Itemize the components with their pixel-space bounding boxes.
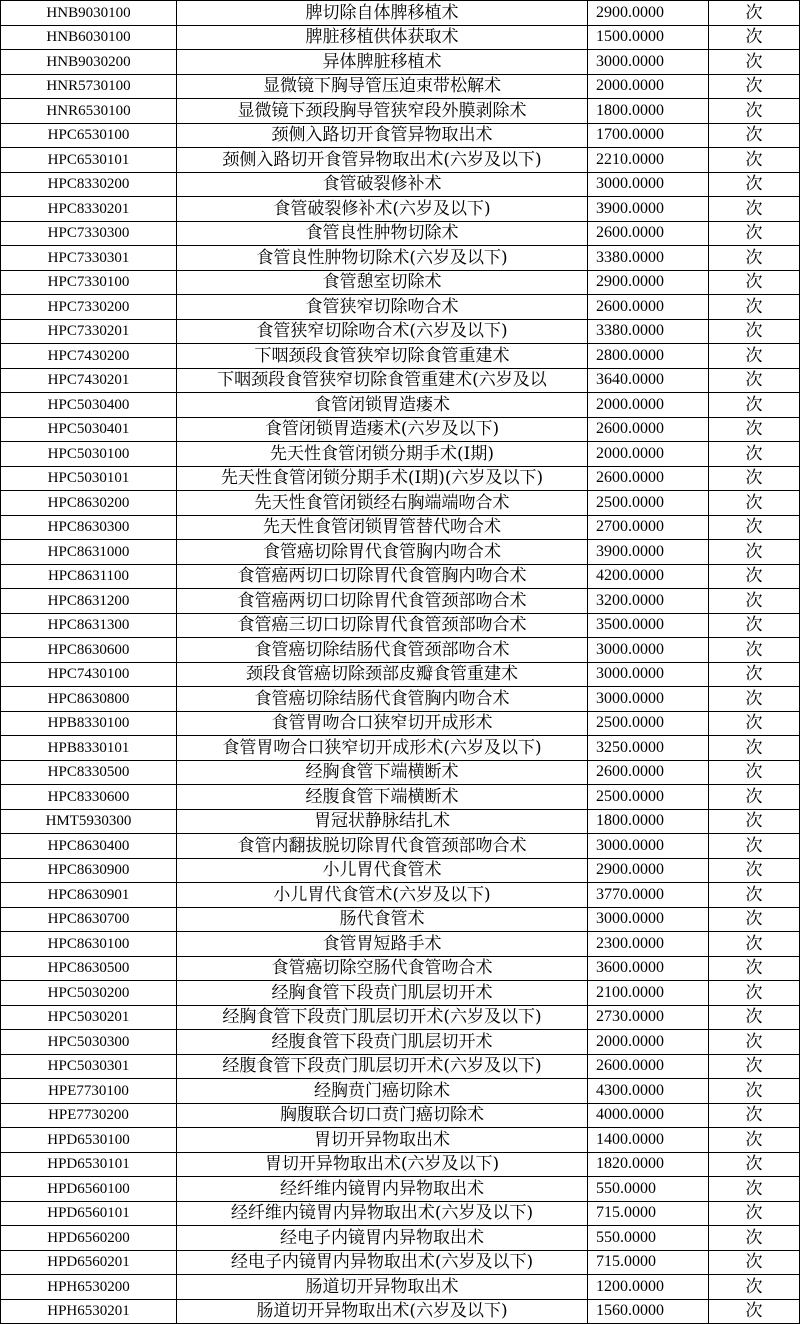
price-cell: 550.0000	[588, 1177, 709, 1202]
unit-cell: 次	[709, 687, 800, 712]
table-row	[1, 883, 800, 908]
item-name-cell: 小儿胃代食管术	[177, 858, 588, 883]
item-code-cell: HPC8630100	[1, 932, 177, 957]
table-row	[1, 50, 800, 75]
item-code-cell: HPC8330200	[1, 172, 177, 197]
price-cell: 4300.0000	[588, 1079, 709, 1104]
item-code-cell: HPC5030200	[1, 981, 177, 1006]
item-code-cell: HPC8630500	[1, 956, 177, 981]
table-row	[1, 1275, 800, 1300]
price-cell: 2300.0000	[588, 932, 709, 957]
table-row	[1, 834, 800, 859]
price-cell: 1820.0000	[588, 1152, 709, 1177]
item-name-cell: 经胸食管下端横断术	[177, 760, 588, 785]
unit-cell: 次	[709, 393, 800, 418]
item-code-cell: HPC8631300	[1, 613, 177, 638]
price-cell: 2000.0000	[588, 74, 709, 99]
price-cell: 2700.0000	[588, 515, 709, 540]
unit-cell: 次	[709, 1128, 800, 1153]
table-row	[1, 491, 800, 516]
table-row	[1, 368, 800, 393]
item-name-cell: 经胸食管下段贲门肌层切开术	[177, 981, 588, 1006]
price-cell: 1200.0000	[588, 1275, 709, 1300]
table-row	[1, 99, 800, 124]
price-cell: 2900.0000	[588, 1, 709, 26]
item-name-cell: 食管闭锁胃造瘘术	[177, 393, 588, 418]
table-row	[1, 197, 800, 222]
price-cell: 2500.0000	[588, 785, 709, 810]
table-row	[1, 172, 800, 197]
item-code-cell: HPD6530101	[1, 1152, 177, 1177]
unit-cell: 次	[709, 883, 800, 908]
item-code-cell: HPC8330600	[1, 785, 177, 810]
item-name-cell: 经电子内镜胃内异物取出术	[177, 1226, 588, 1251]
table-row	[1, 907, 800, 932]
table-row	[1, 25, 800, 50]
item-name-cell: 食管癌切除结肠代食管颈部吻合术	[177, 638, 588, 663]
item-code-cell: HPC8630900	[1, 858, 177, 883]
unit-cell: 次	[709, 491, 800, 516]
price-cell: 3000.0000	[588, 834, 709, 859]
item-name-cell: 先天性食管闭锁分期手术(I期)	[177, 442, 588, 467]
price-cell: 2000.0000	[588, 393, 709, 418]
unit-cell: 次	[709, 319, 800, 344]
item-code-cell: HPC8630700	[1, 907, 177, 932]
price-cell: 2900.0000	[588, 858, 709, 883]
unit-cell: 次	[709, 638, 800, 663]
unit-cell: 次	[709, 295, 800, 320]
price-cell: 3000.0000	[588, 662, 709, 687]
price-cell: 2210.0000	[588, 148, 709, 173]
item-code-cell: HNR5730100	[1, 74, 177, 99]
table-row	[1, 564, 800, 589]
unit-cell: 次	[709, 564, 800, 589]
table-row	[1, 1079, 800, 1104]
item-name-cell: 经纤维内镜胃内异物取出术	[177, 1177, 588, 1202]
unit-cell: 次	[709, 99, 800, 124]
table-row	[1, 638, 800, 663]
item-name-cell: 颈侧入路切开食管异物取出术(六岁及以下)	[177, 148, 588, 173]
item-name-cell: 经电子内镜胃内异物取出术(六岁及以下)	[177, 1250, 588, 1275]
price-cell: 3380.0000	[588, 246, 709, 271]
unit-cell: 次	[709, 981, 800, 1006]
item-code-cell: HPE7730100	[1, 1079, 177, 1104]
item-name-cell: 食管癌切除空肠代食管吻合术	[177, 956, 588, 981]
item-code-cell: HMT5930300	[1, 809, 177, 834]
table-row	[1, 932, 800, 957]
price-cell: 3640.0000	[588, 368, 709, 393]
item-code-cell: HPC8630901	[1, 883, 177, 908]
item-code-cell: HPD6560100	[1, 1177, 177, 1202]
item-code-cell: HPC7430200	[1, 344, 177, 369]
unit-cell: 次	[709, 1250, 800, 1275]
item-code-cell: HPC5030100	[1, 442, 177, 467]
item-code-cell: HPD6560201	[1, 1250, 177, 1275]
unit-cell: 次	[709, 515, 800, 540]
table-row	[1, 736, 800, 761]
item-code-cell: HPH6530201	[1, 1299, 177, 1324]
unit-cell: 次	[709, 785, 800, 810]
item-code-cell: HPB8330100	[1, 711, 177, 736]
item-name-cell: 颈侧入路切开食管异物取出术	[177, 123, 588, 148]
item-name-cell: 胃冠状静脉结扎术	[177, 809, 588, 834]
price-cell: 3380.0000	[588, 319, 709, 344]
unit-cell: 次	[709, 1005, 800, 1030]
item-name-cell: 食管癌切除结肠代食管胸内吻合术	[177, 687, 588, 712]
price-cell: 715.0000	[588, 1201, 709, 1226]
unit-cell: 次	[709, 760, 800, 785]
item-code-cell: HPC7430100	[1, 662, 177, 687]
table-row	[1, 711, 800, 736]
table-row	[1, 1226, 800, 1251]
item-code-cell: HPC8631200	[1, 589, 177, 614]
unit-cell: 次	[709, 246, 800, 271]
item-code-cell: HPE7730200	[1, 1103, 177, 1128]
price-cell: 3500.0000	[588, 613, 709, 638]
price-cell: 1400.0000	[588, 1128, 709, 1153]
unit-cell: 次	[709, 172, 800, 197]
item-name-cell: 食管胃吻合口狭窄切开成形术	[177, 711, 588, 736]
unit-cell: 次	[709, 1103, 800, 1128]
item-code-cell: HPC8330500	[1, 760, 177, 785]
price-cell: 2800.0000	[588, 344, 709, 369]
unit-cell: 次	[709, 834, 800, 859]
item-name-cell: 食管癌两切口切除胃代食管胸内吻合术	[177, 564, 588, 589]
unit-cell: 次	[709, 589, 800, 614]
price-cell: 2000.0000	[588, 442, 709, 467]
item-name-cell: 经纤维内镜胃内异物取出术(六岁及以下)	[177, 1201, 588, 1226]
unit-cell: 次	[709, 662, 800, 687]
unit-cell: 次	[709, 858, 800, 883]
item-name-cell: 食管胃短路手术	[177, 932, 588, 957]
item-name-cell: 食管良性肿物切除术	[177, 221, 588, 246]
item-name-cell: 先天性食管闭锁胃管替代吻合术	[177, 515, 588, 540]
unit-cell: 次	[709, 74, 800, 99]
unit-cell: 次	[709, 736, 800, 761]
item-code-cell: HPC5030301	[1, 1054, 177, 1079]
item-code-cell: HPC8630800	[1, 687, 177, 712]
price-cell: 3000.0000	[588, 907, 709, 932]
item-name-cell: 食管癌三切口切除胃代食管颈部吻合术	[177, 613, 588, 638]
item-name-cell: 食管良性肿物切除术(六岁及以下)	[177, 246, 588, 271]
item-code-cell: HPC7430201	[1, 368, 177, 393]
item-name-cell: 经胸贲门癌切除术	[177, 1079, 588, 1104]
item-code-cell: HNB9030200	[1, 50, 177, 75]
price-cell: 550.0000	[588, 1226, 709, 1251]
item-code-cell: HPD6560200	[1, 1226, 177, 1251]
table-row	[1, 393, 800, 418]
item-code-cell: HPC7330300	[1, 221, 177, 246]
item-code-cell: HPD6560101	[1, 1201, 177, 1226]
price-cell: 2000.0000	[588, 1030, 709, 1055]
table-row	[1, 1005, 800, 1030]
unit-cell: 次	[709, 1054, 800, 1079]
unit-cell: 次	[709, 221, 800, 246]
table-row	[1, 1128, 800, 1153]
item-name-cell: 经胸食管下段贲门肌层切开术(六岁及以下)	[177, 1005, 588, 1030]
table-row	[1, 344, 800, 369]
table-row	[1, 417, 800, 442]
item-code-cell: HPC8630600	[1, 638, 177, 663]
unit-cell: 次	[709, 956, 800, 981]
price-cell: 2500.0000	[588, 711, 709, 736]
price-cell: 2600.0000	[588, 295, 709, 320]
item-code-cell: HPC7330301	[1, 246, 177, 271]
price-cell: 3200.0000	[588, 589, 709, 614]
item-name-cell: 异体脾脏移植术	[177, 50, 588, 75]
table-row	[1, 74, 800, 99]
unit-cell: 次	[709, 1079, 800, 1104]
item-code-cell: HPC8630200	[1, 491, 177, 516]
item-code-cell: HPC7330200	[1, 295, 177, 320]
price-cell: 2600.0000	[588, 760, 709, 785]
item-code-cell: HPC8630400	[1, 834, 177, 859]
item-name-cell: 食管内翻拔脱切除胃代食管颈部吻合术	[177, 834, 588, 859]
item-name-cell: 食管破裂修补术(六岁及以下)	[177, 197, 588, 222]
table-row	[1, 270, 800, 295]
unit-cell: 次	[709, 1299, 800, 1324]
table-row	[1, 1030, 800, 1055]
price-cell: 2600.0000	[588, 417, 709, 442]
unit-cell: 次	[709, 270, 800, 295]
unit-cell: 次	[709, 466, 800, 491]
unit-cell: 次	[709, 25, 800, 50]
unit-cell: 次	[709, 1201, 800, 1226]
price-cell: 3250.0000	[588, 736, 709, 761]
price-cell: 1500.0000	[588, 25, 709, 50]
item-name-cell: 肠代食管术	[177, 907, 588, 932]
table-row	[1, 442, 800, 467]
table-row	[1, 1, 800, 26]
table-row	[1, 1103, 800, 1128]
price-cell: 3000.0000	[588, 687, 709, 712]
item-name-cell: 先天性食管闭锁经右胸端端吻合术	[177, 491, 588, 516]
price-cell: 3900.0000	[588, 540, 709, 565]
item-code-cell: HPB8330101	[1, 736, 177, 761]
price-cell: 2600.0000	[588, 1054, 709, 1079]
item-code-cell: HNR6530100	[1, 99, 177, 124]
table-row	[1, 466, 800, 491]
item-code-cell: HNB6030100	[1, 25, 177, 50]
table-row	[1, 1054, 800, 1079]
price-table-body	[1, 1, 800, 1324]
item-name-cell: 经腹食管下段贲门肌层切开术(六岁及以下)	[177, 1054, 588, 1079]
unit-cell: 次	[709, 932, 800, 957]
unit-cell: 次	[709, 711, 800, 736]
table-row	[1, 1250, 800, 1275]
price-cell: 3600.0000	[588, 956, 709, 981]
unit-cell: 次	[709, 1226, 800, 1251]
price-cell: 3000.0000	[588, 172, 709, 197]
table-row	[1, 613, 800, 638]
item-name-cell: 食管癌切除胃代食管胸内吻合术	[177, 540, 588, 565]
item-name-cell: 食管憩室切除术	[177, 270, 588, 295]
price-cell: 1560.0000	[588, 1299, 709, 1324]
price-cell: 2500.0000	[588, 491, 709, 516]
item-name-cell: 胸腹联合切口贲门癌切除术	[177, 1103, 588, 1128]
unit-cell: 次	[709, 613, 800, 638]
item-name-cell: 胃切开异物取出术	[177, 1128, 588, 1153]
table-row	[1, 295, 800, 320]
price-cell: 2600.0000	[588, 466, 709, 491]
table-row	[1, 515, 800, 540]
price-cell: 3770.0000	[588, 883, 709, 908]
item-code-cell: HPC7330100	[1, 270, 177, 295]
table-row	[1, 148, 800, 173]
item-code-cell: HPC8631000	[1, 540, 177, 565]
table-row	[1, 1152, 800, 1177]
unit-cell: 次	[709, 344, 800, 369]
table-row	[1, 809, 800, 834]
table-row	[1, 981, 800, 1006]
price-cell: 1800.0000	[588, 809, 709, 834]
table-row	[1, 540, 800, 565]
unit-cell: 次	[709, 1030, 800, 1055]
unit-cell: 次	[709, 1152, 800, 1177]
item-name-cell: 经腹食管下段贲门肌层切开术	[177, 1030, 588, 1055]
table-row	[1, 858, 800, 883]
item-name-cell: 先天性食管闭锁分期手术(I期)(六岁及以下)	[177, 466, 588, 491]
unit-cell: 次	[709, 1177, 800, 1202]
table-row	[1, 662, 800, 687]
item-code-cell: HPH6530200	[1, 1275, 177, 1300]
price-cell: 2900.0000	[588, 270, 709, 295]
price-cell: 4000.0000	[588, 1103, 709, 1128]
unit-cell: 次	[709, 123, 800, 148]
price-cell: 1700.0000	[588, 123, 709, 148]
price-cell: 3000.0000	[588, 50, 709, 75]
price-cell: 3900.0000	[588, 197, 709, 222]
table-row	[1, 1299, 800, 1324]
item-name-cell: 脾脏移植供体获取术	[177, 25, 588, 50]
item-code-cell: HPC8330201	[1, 197, 177, 222]
item-code-cell: HPC6530101	[1, 148, 177, 173]
item-name-cell: 肠道切开异物取出术(六岁及以下)	[177, 1299, 588, 1324]
unit-cell: 次	[709, 148, 800, 173]
item-code-cell: HPC5030201	[1, 1005, 177, 1030]
item-code-cell: HPC5030400	[1, 393, 177, 418]
item-code-cell: HPC5030300	[1, 1030, 177, 1055]
table-row	[1, 221, 800, 246]
table-row	[1, 687, 800, 712]
unit-cell: 次	[709, 442, 800, 467]
table-row	[1, 123, 800, 148]
unit-cell: 次	[709, 1, 800, 26]
unit-cell: 次	[709, 368, 800, 393]
item-name-cell: 食管癌两切口切除胃代食管颈部吻合术	[177, 589, 588, 614]
price-cell: 2100.0000	[588, 981, 709, 1006]
item-code-cell: HPC5030101	[1, 466, 177, 491]
item-name-cell: 颈段食管癌切除颈部皮瓣食管重建术	[177, 662, 588, 687]
table-row	[1, 760, 800, 785]
table-row	[1, 319, 800, 344]
item-name-cell: 食管破裂修补术	[177, 172, 588, 197]
item-code-cell: HPC8631100	[1, 564, 177, 589]
item-name-cell: 胃切开异物取出术(六岁及以下)	[177, 1152, 588, 1177]
unit-cell: 次	[709, 197, 800, 222]
item-name-cell: 食管胃吻合口狭窄切开成形术(六岁及以下)	[177, 736, 588, 761]
price-cell: 715.0000	[588, 1250, 709, 1275]
unit-cell: 次	[709, 417, 800, 442]
unit-cell: 次	[709, 50, 800, 75]
item-name-cell: 显微镜下胸导管压迫束带松解术	[177, 74, 588, 99]
item-name-cell: 下咽颈段食管狭窄切除食管重建术	[177, 344, 588, 369]
item-code-cell: HPC8630300	[1, 515, 177, 540]
item-name-cell: 经腹食管下端横断术	[177, 785, 588, 810]
table-row	[1, 589, 800, 614]
item-code-cell: HPC5030401	[1, 417, 177, 442]
item-name-cell: 下咽颈段食管狭窄切除食管重建术(六岁及以	[177, 368, 588, 393]
table-row	[1, 1201, 800, 1226]
table-row	[1, 785, 800, 810]
item-code-cell: HPC7330201	[1, 319, 177, 344]
item-code-cell: HPD6530100	[1, 1128, 177, 1153]
price-cell: 2600.0000	[588, 221, 709, 246]
table-row	[1, 246, 800, 271]
price-cell: 3000.0000	[588, 638, 709, 663]
item-code-cell: HNB9030100	[1, 1, 177, 26]
item-name-cell: 食管狭窄切除吻合术(六岁及以下)	[177, 319, 588, 344]
unit-cell: 次	[709, 907, 800, 932]
item-code-cell: HPC6530100	[1, 123, 177, 148]
table-row	[1, 956, 800, 981]
unit-cell: 次	[709, 540, 800, 565]
item-name-cell: 食管狭窄切除吻合术	[177, 295, 588, 320]
unit-cell: 次	[709, 809, 800, 834]
item-name-cell: 食管闭锁胃造瘘术(六岁及以下)	[177, 417, 588, 442]
unit-cell: 次	[709, 1275, 800, 1300]
table-row	[1, 1177, 800, 1202]
item-name-cell: 显微镜下颈段胸导管狭窄段外膜剥除术	[177, 99, 588, 124]
item-name-cell: 肠道切开异物取出术	[177, 1275, 588, 1300]
item-name-cell: 脾切除自体脾移植术	[177, 1, 588, 26]
price-cell: 4200.0000	[588, 564, 709, 589]
price-cell: 2730.0000	[588, 1005, 709, 1030]
item-name-cell: 小儿胃代食管术(六岁及以下)	[177, 883, 588, 908]
price-cell: 1800.0000	[588, 99, 709, 124]
